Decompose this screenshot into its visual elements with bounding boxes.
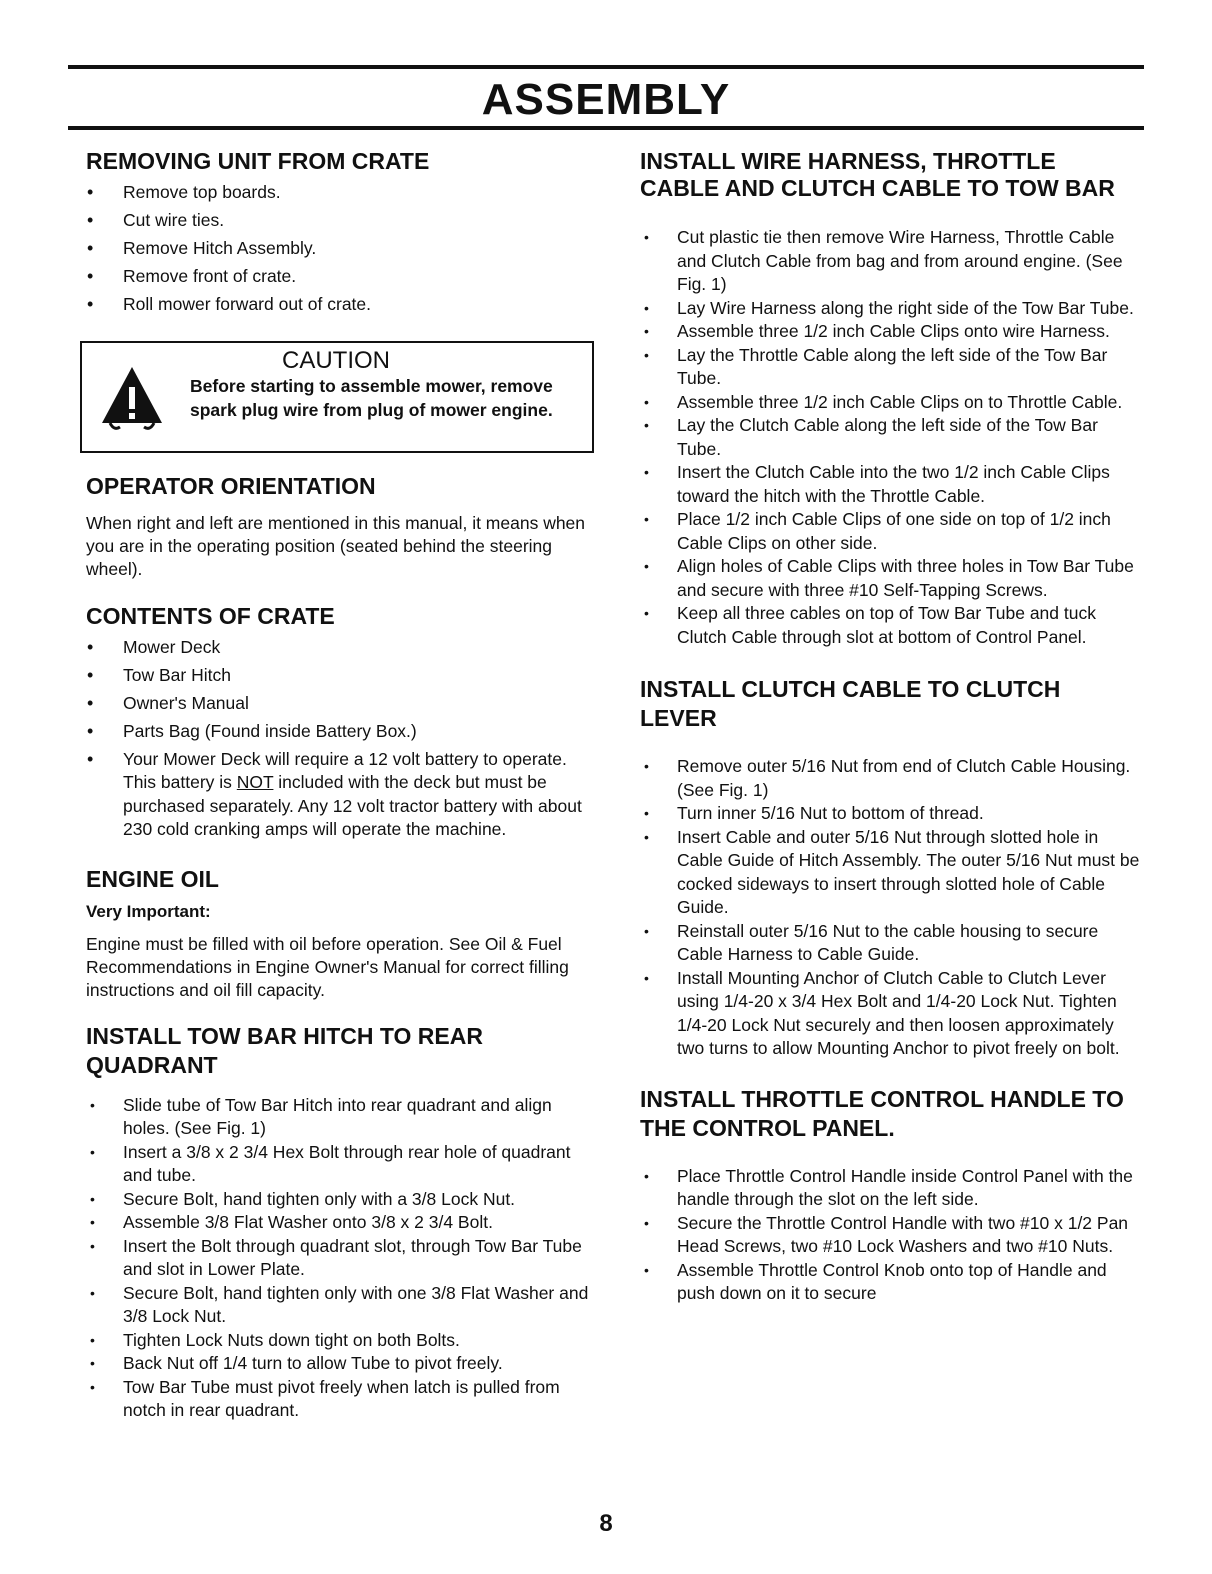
- list-item: • Assemble three 1/2 inch Cable Clips onto wire Harness.: [640, 320, 1140, 344]
- list-item: [86, 748, 598, 842]
- list-item: • Cut plastic tie then remove Wire Harness, Throttle Cable and Clutch Cable from bag and from around engine. (See Fig. 1): [640, 226, 1140, 297]
- operator-orientation-section: [86, 473, 598, 581]
- header-bottom-rule: [68, 126, 1144, 130]
- battery-text-a: Your Mower Deck will require a 12 volt battery to operate. This battery is: [123, 748, 567, 792]
- list-item: • Secure Bolt, hand tighten only with a 3/8 Lock Nut.: [86, 1188, 598, 1212]
- section-heading: OPERATOR ORIENTATION: [86, 472, 376, 499]
- bullet-list: [86, 181, 598, 317]
- clutch-cable-section: [640, 675, 1140, 1061]
- engine-oil-text: Engine must be filled with oil before operation. See Oil & Fuel Recommendations in Engine Owner's Manual for correct filling instructions and oil fill capacity.: [86, 933, 569, 1000]
- list-item: • Secure the Throttle Control Handle with two #10 x 1/2 Pan Head Screws, two #10 Lock Washers and two #10 Nuts.: [640, 1212, 1140, 1259]
- bullet-list: [640, 755, 1140, 1061]
- list-item: • Tighten Lock Nuts down tight on both Bolts.: [86, 1329, 598, 1353]
- list-item: • Lay the Clutch Cable along the left side of the Tow Bar Tube.: [640, 414, 1140, 461]
- wire-harness-section: [640, 148, 1140, 649]
- throttle-handle-section: [640, 1085, 1140, 1306]
- very-important-subheading: Very Important:: [86, 901, 211, 921]
- contents-of-crate-section: [86, 603, 598, 842]
- list-item: • Tow Bar Tube must pivot freely when latch is pulled from notch in rear quadrant.: [86, 1376, 598, 1423]
- list-item: • Keep all three cables on top of Tow Bar Tube and tuck Clutch Cable through slot at bottom of Control Panel.: [640, 602, 1140, 649]
- list-item: • Roll mower forward out of crate.: [86, 293, 598, 317]
- bullet-list: [640, 1165, 1140, 1306]
- warning-triangle-icon: [100, 365, 164, 431]
- list-item: • Mower Deck: [86, 636, 598, 660]
- list-item: • Assemble Throttle Control Knob onto top of Handle and push down on it to secure: [640, 1259, 1140, 1306]
- battery-text-b: included with the deck but must be purchased separately. Any 12 volt tractor battery with about 230 cold cranking amps will operate the machine.: [123, 772, 582, 839]
- list-item: • Secure Bolt, hand tighten only with one 3/8 Flat Washer and 3/8 Lock Nut.: [86, 1282, 598, 1329]
- battery-not-emphasis: NOT: [236, 772, 274, 792]
- list-item: • Parts Bag (Found inside Battery Box.): [86, 720, 598, 744]
- section-heading: REMOVING UNIT FROM CRATE: [86, 148, 430, 174]
- list-item: • Lay Wire Harness along the right side of the Tow Bar Tube.: [640, 297, 1140, 321]
- list-item: • Lay the Throttle Cable along the left side of the Tow Bar Tube.: [640, 344, 1140, 391]
- list-item: • Insert Cable and outer 5/16 Nut through slotted hole in Cable Guide of Hitch Assembly. The outer 5/16 Nut must be cocked sideways to insert through slotted hole of Cable Guide.: [640, 826, 1140, 920]
- list-item: • Remove outer 5/16 Nut from end of Clutch Cable Housing. (See Fig. 1): [640, 755, 1140, 802]
- list-item: • Remove Hitch Assembly.: [86, 237, 598, 261]
- list-item: • Turn inner 5/16 Nut to bottom of thread.: [640, 802, 1140, 826]
- page-number: 8: [599, 1510, 613, 1537]
- section-heading: INSTALL WIRE HARNESS, THROTTLE CABLE AND CLUTCH CABLE TO TOW BAR: [640, 148, 1115, 201]
- bullet-list: [640, 226, 1140, 649]
- list-item: • Remove top boards.: [86, 181, 598, 205]
- removing-unit-section: [86, 148, 598, 317]
- list-item: • Cut wire ties.: [86, 209, 598, 233]
- page-title: ASSEMBLY: [481, 75, 731, 124]
- tow-bar-hitch-section: [86, 1022, 598, 1423]
- section-heading: INSTALL TOW BAR HITCH TO REAR QUADRANT: [86, 1022, 483, 1078]
- list-item: • Insert a 3/8 x 2 3/4 Hex Bolt through rear hole of quadrant and tube.: [86, 1141, 598, 1188]
- list-item: • Reinstall outer 5/16 Nut to the cable housing to secure Cable Harness to Cable Guide.: [640, 920, 1140, 967]
- list-item: • Align holes of Cable Clips with three holes in Tow Bar Tube and secure with three #10 Self-Tapping Screws.: [640, 555, 1140, 602]
- caution-box: [80, 341, 594, 453]
- left-column: [86, 148, 598, 1423]
- list-item: • Insert the Clutch Cable into the two 1/2 inch Cable Clips toward the hitch with the Throttle Cable.: [640, 461, 1140, 508]
- list-item: • Insert the Bolt through quadrant slot, through Tow Bar Tube and slot in Lower Plate.: [86, 1235, 598, 1282]
- orientation-text: When right and left are mentioned in this manual, it means when you are in the operating position (seated behind the steering wheel).: [86, 512, 586, 579]
- list-item: • Remove front of crate.: [86, 265, 598, 289]
- caution-title: CAUTION: [282, 346, 390, 374]
- list-item: • Back Nut off 1/4 turn to allow Tube to pivot freely.: [86, 1352, 598, 1376]
- header-top-rule: [68, 65, 1144, 69]
- list-item: • Slide tube of Tow Bar Hitch into rear quadrant and align holes. (See Fig. 1): [86, 1094, 598, 1141]
- right-column: [640, 148, 1140, 1306]
- bullet-list: [86, 636, 598, 842]
- list-item: • Place Throttle Control Handle inside Control Panel with the handle through the slot on the left side.: [640, 1165, 1140, 1212]
- bullet-list: [86, 1094, 598, 1423]
- caution-text: Before starting to assemble mower, remove spark plug wire from plug of mower engine.: [190, 375, 553, 420]
- list-item: • Install Mounting Anchor of Clutch Cable to Clutch Lever using 1/4-20 x 3/4 Hex Bolt and 1/4-20 Lock Nut. Tighten 1/4-20 Lock Nut securely and then loosen approximately two turns to allow Mounting Anchor to pivot freely on bolt.: [640, 967, 1140, 1061]
- section-heading: ENGINE OIL: [86, 865, 219, 892]
- engine-oil-section: [86, 866, 598, 1002]
- list-item: • Assemble 3/8 Flat Washer onto 3/8 x 2 3/4 Bolt.: [86, 1211, 598, 1235]
- list-item: • Place 1/2 inch Cable Clips of one side on top of 1/2 inch Cable Clips on other side.: [640, 508, 1140, 555]
- section-heading: INSTALL THROTTLE CONTROL HANDLE TO THE CONTROL PANEL.: [640, 1085, 1124, 1141]
- list-item: • Assemble three 1/2 inch Cable Clips on to Throttle Cable.: [640, 391, 1140, 415]
- section-heading: CONTENTS OF CRATE: [86, 602, 335, 629]
- list-item: • Owner's Manual: [86, 692, 598, 716]
- section-heading: INSTALL CLUTCH CABLE TO CLUTCH LEVER: [640, 676, 1061, 731]
- list-item: • Tow Bar Hitch: [86, 664, 598, 688]
